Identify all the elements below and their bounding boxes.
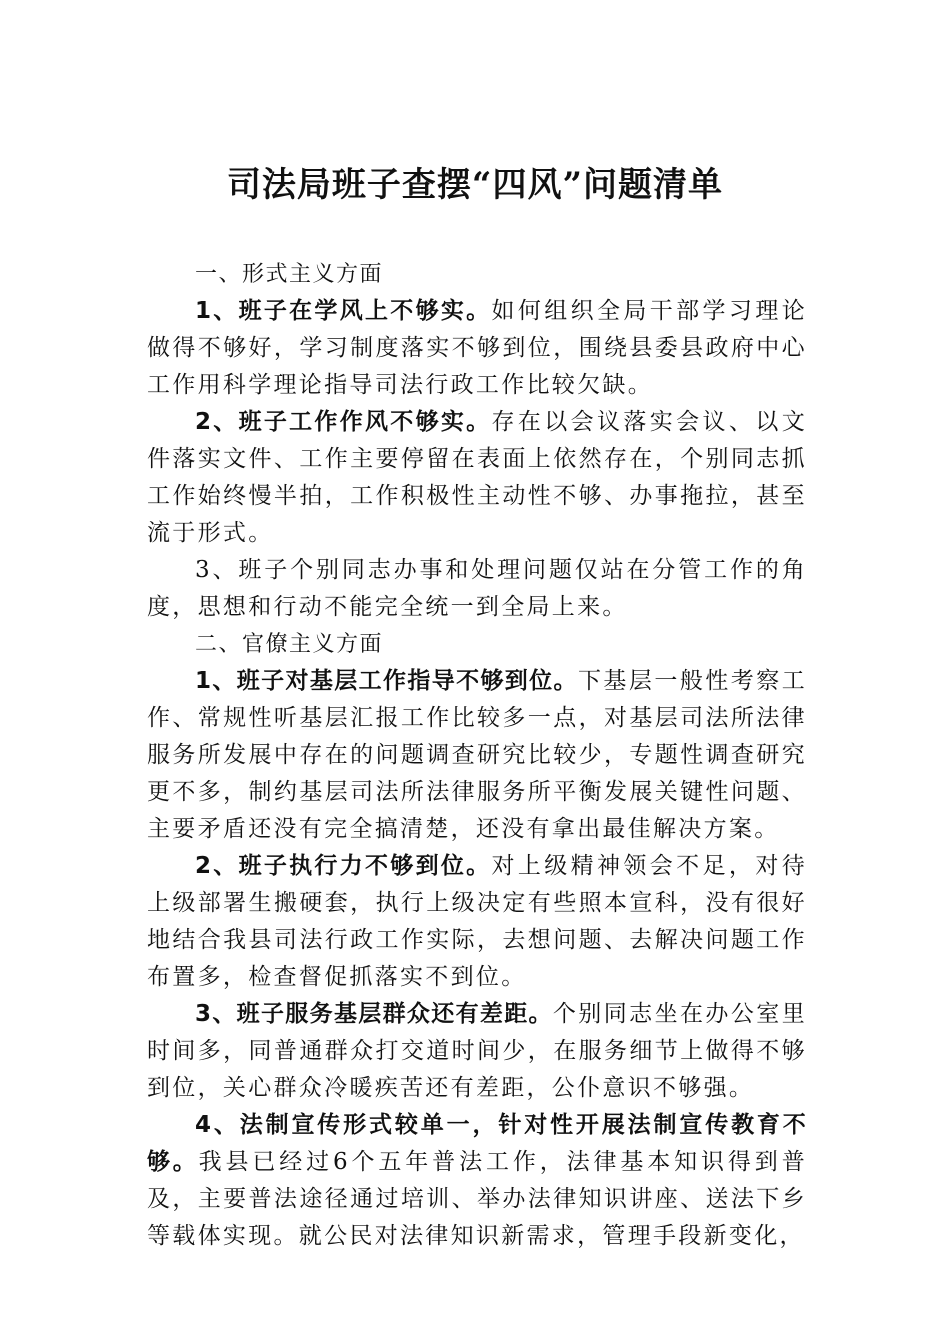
paragraph-grassroots-guidance	[147, 663, 807, 848]
section-heading-bureaucracy: 二、官僚主义方面	[195, 632, 384, 657]
paragraph-serving-public	[147, 996, 807, 1107]
paragraph-lead: 4、法制宣传形式较单一，针对性开展法制宣传教育不够。	[147, 1112, 807, 1175]
paragraph-lead: 3、班子服务基层群众还有差距。	[195, 1001, 553, 1027]
paragraph-text: 对上级精神领会不足，对待上级部署生搬硬套，执行上级决定有些照本宣科，没有很好地结合我县司法行政工作实际，去想问题、去解决问题工作布置多，检查督促抓落实不到位。	[147, 853, 808, 990]
document-body	[147, 256, 807, 1255]
paragraph-execution	[147, 848, 807, 996]
paragraph-study-style	[147, 293, 807, 404]
paragraph-text: 3、班子个别同志办事和处理问题仅站在分管工作的角度，思想和行动不能完全统一到全局上来。	[147, 557, 807, 620]
section-heading-formalism: 一、形式主义方面	[195, 262, 384, 287]
paragraph-text: 下基层一般性考察工作、常规性听基层汇报工作比较多一点，对基层司法所法律服务所发展中存在的问题调查研究比较少，专题性调查研究更不多，制约基层司法所法律服务所平衡发展关键性问题、主要矛盾还没有完全搞清楚，还没有拿出最佳解决方案。	[147, 668, 807, 842]
paragraph-lead: 1、班子在学风上不够实。	[195, 298, 492, 324]
paragraph-text: 存在以会议落实会议、以文件落实文件、工作主要停留在表面上依然存在，个别同志抓工作始终慢半拍，工作积极性主动性不够、办事拖拉，甚至流于形式。	[147, 409, 808, 546]
document-title: 司法局班子查摆“四风”问题清单	[226, 165, 724, 205]
paragraph-work-style	[147, 404, 807, 552]
paragraph-text: 如何组织全局干部学习理论做得不够好，学习制度落实不够到位，围绕县委县政府中心工作用科学理论指导司法行政工作比较欠缺。	[147, 298, 808, 398]
paragraph-overall-view	[147, 552, 807, 626]
paragraph-text: 个别同志坐在办公室里时间多，同普通群众打交道时间少，在服务细节上做得不够到位，关心群众冷暖疾苦还有差距，公仆意识不够强。	[147, 1001, 807, 1101]
paragraph-lead: 2、班子执行力不够到位。	[195, 853, 492, 879]
paragraph-lead: 1、班子对基层工作指导不够到位。	[195, 668, 578, 694]
paragraph-text: 我县已经过6个五年普法工作，法律基本知识得到普及，主要普法途径通过培训、举办法律知识讲座、送法下乡等载体实现。就公民对法律知识新需求，管理手段新变化，	[147, 1149, 807, 1249]
paragraph-legal-publicity	[147, 1107, 807, 1255]
paragraph-lead: 2、班子工作作风不够实。	[195, 409, 492, 435]
